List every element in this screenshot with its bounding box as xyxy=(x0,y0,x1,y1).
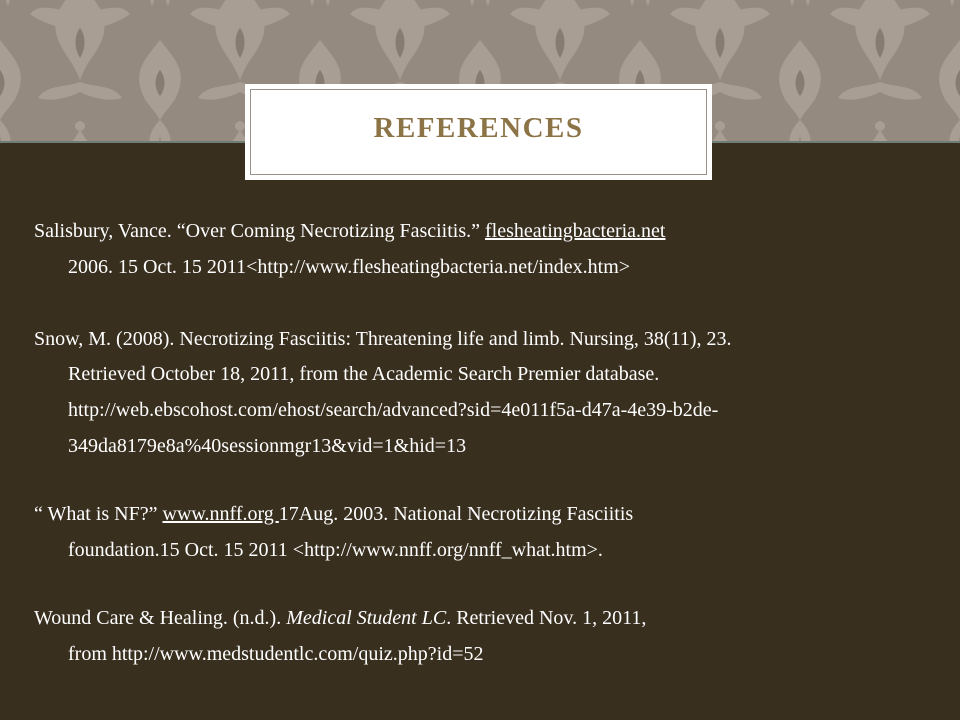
reference-1-link[interactable]: flesheatingbacteria.net xyxy=(485,220,666,242)
reference-1-line-2: 2006. 15 Oct. 15 2011<http://www.flesheatingbacteria.net/index.htm> xyxy=(68,256,631,278)
reference-3-text-b: 17Aug. 2003. National Necrotizing Fasciitis xyxy=(278,503,634,525)
reference-3-text-a: “ What is NF?” xyxy=(34,503,163,525)
reference-3-link[interactable]: www.nnff.org xyxy=(162,503,279,525)
reference-4-journal: Medical Student LC xyxy=(286,607,447,629)
reference-4-line-2: from http://www.medstudentlc.com/quiz.php?id=52 xyxy=(68,643,484,665)
reference-4-line-1 xyxy=(34,606,646,630)
reference-2-line-4: 349da8179e8a%40sessionmgr13&vid=1&hid=13 xyxy=(68,435,467,457)
reference-2-line-3: http://web.ebscohost.com/ehost/search/advanced?sid=4e011f5a-d47a-4e39-b2de- xyxy=(68,399,719,421)
slide-title: REFERENCES xyxy=(373,112,584,144)
reference-4-text-b: . Retrieved Nov. 1, 2011, xyxy=(446,607,647,629)
reference-1-text: Salisbury, Vance. “Over Coming Necrotizing Fasciitis.” xyxy=(34,220,486,242)
reference-3-line-1 xyxy=(34,502,633,526)
reference-2-line-2: Retrieved October 18, 2011, from the Academic Search Premier database. xyxy=(68,363,660,385)
title-box xyxy=(245,84,712,180)
reference-2-line-1: Snow, M. (2008). Necrotizing Fasciitis: Threatening life and limb. Nursing, 38(11), 23. xyxy=(34,328,732,350)
reference-1-line-1 xyxy=(34,219,665,243)
reference-4-text-a: Wound Care & Healing. (n.d.). xyxy=(34,607,287,629)
reference-3-line-2: foundation.15 Oct. 15 2011 <http://www.nnff.org/nnff_what.htm>. xyxy=(68,539,603,561)
